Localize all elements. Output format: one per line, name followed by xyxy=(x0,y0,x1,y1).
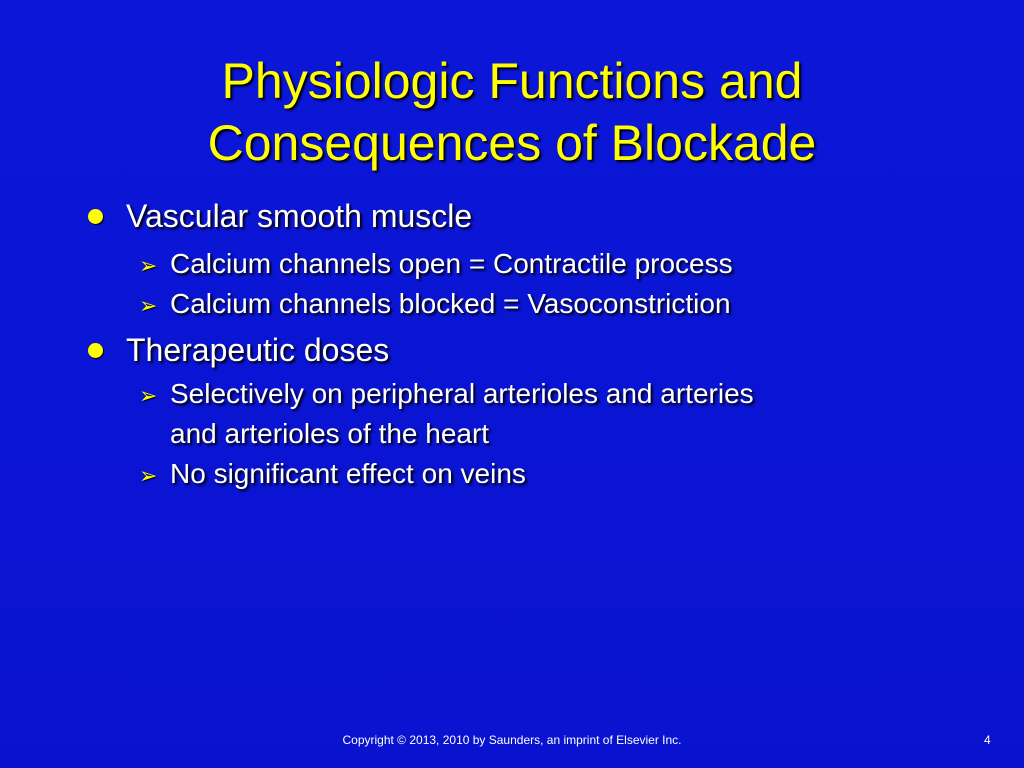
bullet-dot-icon xyxy=(88,343,103,358)
arrow-right-icon: ➢ xyxy=(139,383,158,408)
sub-bullet-text: and arterioles of the heart xyxy=(170,418,490,449)
title-line-2: Consequences of Blockade xyxy=(207,115,817,171)
bullet-text: Therapeutic doses xyxy=(126,332,390,368)
copyright-footer: Copyright © 2013, 2010 by Saunders, an imprint of Elsevier Inc. xyxy=(342,733,682,747)
sub-bullet-text: Calcium channels open = Contractile process xyxy=(170,248,733,279)
bullet-item xyxy=(126,331,389,369)
arrow-right-icon: ➢ xyxy=(139,463,158,488)
sub-bullet-text: Selectively on peripheral arterioles and arteries xyxy=(170,378,754,409)
title-line-1: Physiologic Functions and xyxy=(221,53,803,109)
bullet-dot-icon xyxy=(88,209,103,224)
sub-bullet-text: Calcium channels blocked = Vasoconstriction xyxy=(170,288,731,319)
sub-bullet-item xyxy=(139,457,526,491)
bullet-text: Vascular smooth muscle xyxy=(126,198,473,234)
sub-bullet-text: No significant effect on veins xyxy=(170,458,526,489)
sub-bullet-item xyxy=(139,287,731,321)
arrow-right-icon: ➢ xyxy=(139,293,158,318)
arrow-right-icon: ➢ xyxy=(139,253,158,278)
sub-bullet-continuation xyxy=(170,417,489,451)
page-number: 4 xyxy=(984,733,991,747)
sub-bullet-item xyxy=(139,377,754,411)
sub-bullet-item xyxy=(139,247,733,281)
bullet-item xyxy=(126,197,472,235)
